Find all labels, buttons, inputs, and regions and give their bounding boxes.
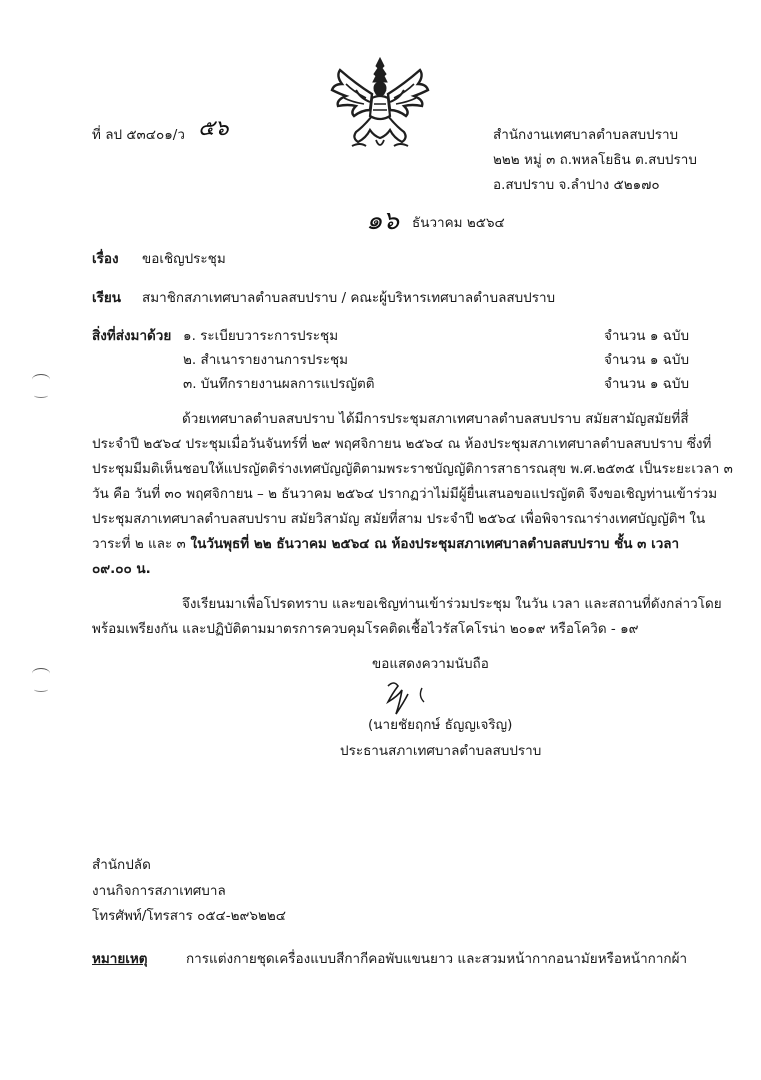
meeting-time-text: ๐๙.๐๐ น. [92, 561, 151, 577]
enclosure-amount-2: จำนวน ๑ ฉบับ [604, 352, 690, 368]
body-para1-line-5: ประชุมสภาเทศบาลตำบลสบปราบ สมัยวิสามัญ สมัยที่สาม ประจำปี ๒๕๖๔ เพื่อพิจารณาร่างเทศบัญญัติฯ ใน [92, 511, 706, 527]
body-para2-line-1: จึงเรียนมาเพื่อโปรดทราบ และขอเชิญท่านเข้าร่วมประชุม ในวัน เวลา และสถานที่ดังกล่าวโดย [182, 596, 722, 612]
body-para1-line-3: ประชุมมีมติเห็นชอบให้แปรญัตติร่างเทศบัญญัติตามพระราชบัญญัติการสาธารณสุข พ.ศ.๒๕๓๕ เป็นระยะเวลา ๓ [92, 461, 733, 477]
signatory-name: (นายชัยฤกษ์ ธัญญเจริญ) [368, 717, 513, 733]
footer-phone: โทรศัพท์/โทรสาร ๐๕๔-๒๙๖๒๒๔ [92, 908, 286, 924]
subject-label: เรื่อง [92, 251, 119, 267]
enclosure-amount-1: จำนวน ๑ ฉบับ [604, 328, 690, 344]
doc-number: ที่ ลป ๕๓๔๐๑/ว [92, 127, 185, 143]
org-line-2: ๒๒๒ หมู่ ๓ ถ.พหลโยธิน ต.สบปราบ [493, 152, 697, 168]
body-para1-line-6 [92, 535, 679, 553]
subject-text: ขอเชิญประชุม [142, 251, 226, 267]
note-label: หมายเหตุ [92, 951, 148, 967]
body-para1-line-2: ประจำปี ๒๕๖๔ ประชุมเมื่อวันจันทร์ที่ ๒๙ พฤศจิกายน ๒๕๖๔ ณ ห้องประชุมสภาเทศบาลตำบลสบปราบ ซึ่งที่ [92, 436, 712, 452]
meeting-date-text: ในวันพุธที่ ๒๒ ธันวาคม ๒๕๖๔ ณ ห้องประชุมสภาเทศบาลตำบลสบปราบ ชั้น ๓ เวลา [185, 536, 680, 552]
org-line-1: สำนักงานเทศบาลตำบลสบปราบ [493, 127, 679, 143]
footer-section: งานกิจการสภาเทศบาล [92, 883, 226, 899]
body-para1-line-4: วัน คือ วันที่ ๓๐ พฤศจิกายน – ๒ ธันวาคม ๒๕๖๔ ปรากฏว่าไม่มีผู้ยื่นเสนอขอแปรญัตติ จึงขอเชิญท่านเข้าร่วม [92, 486, 718, 502]
meeting-agenda-text: วาระที่ ๒ และ ๓ [92, 536, 186, 552]
note-text: การแต่งกายชุดเครื่องแบบสีกากีคอพับแขนยาว และสวมหน้ากากอนามัยหรือหน้ากากผ้า [186, 951, 688, 967]
enclosure-item-3: ๓. บันทึกรายงานผลการแปรญัตติ [183, 376, 375, 392]
recipient-label: เรียน [92, 290, 122, 306]
punch-hole-mark [32, 668, 50, 679]
footer-office: สำนักปลัด [92, 857, 151, 873]
punch-hole-mark [32, 374, 50, 385]
recipient-text: สมาชิกสภาเทศบาลตำบลสบปราบ / คณะผู้บริหารเทศบาลตำบลสบปราบ [142, 290, 556, 306]
enclosures-label: สิ่งที่ส่งมาด้วย [92, 328, 172, 344]
garuda-emblem [326, 54, 434, 154]
body-para1-line-1: ด้วยเทศบาลตำบลสบปราบ ได้มีการประชุมสภาเทศบาลตำบลสบปราบ สมัยสามัญสมัยที่สี่ [182, 411, 689, 427]
date-month-year: ธันวาคม ๒๕๖๔ [412, 215, 505, 231]
enclosure-item-2: ๒. สำเนารายงานการประชุม [183, 352, 349, 368]
doc-number-handwritten: ๕๖ [198, 116, 229, 141]
enclosure-item-1: ๑. ระเบียบวาระการประชุม [183, 328, 339, 344]
org-line-3: อ.สบปราบ จ.ลำปาง ๕๒๑๗๐ [493, 177, 660, 193]
signatory-position: ประธานสภาเทศบาลตำบลสบปราบ [340, 743, 542, 759]
body-para2-line-2: พร้อมเพรียงกัน และปฏิบัติตามมาตรการควบคุมโรคติดเชื้อไวรัสโคโรน่า ๒๐๑๙ หรือโควิด - ๑๙ [92, 621, 639, 637]
closing-salutation: ขอแสดงความนับถือ [372, 656, 489, 672]
date-day-handwritten: ๑๖ [366, 206, 400, 236]
enclosure-amount-3: จำนวน ๑ ฉบับ [604, 376, 690, 392]
signature [378, 676, 448, 718]
